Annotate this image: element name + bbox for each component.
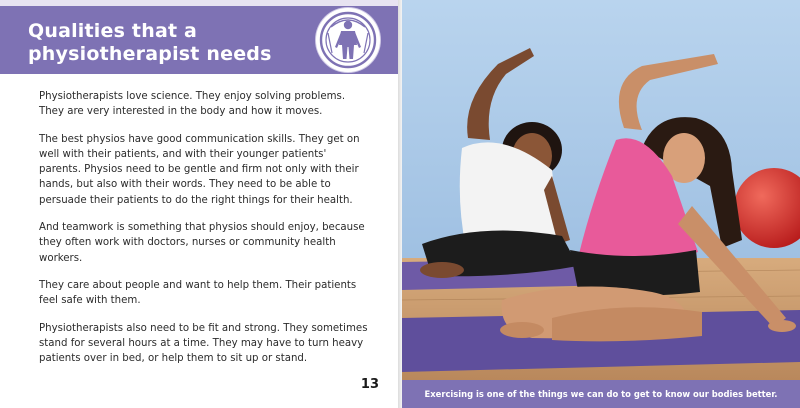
body-text [39,89,371,378]
paragraph-3: And teamwork is something that physios should enjoy, because they often work with doctors, nurses or community health workers. [39,222,365,264]
page-title [28,20,298,66]
paragraph-4: They care about people and want to help them. Their patients feel safe with them. [39,279,357,307]
page-title-line-1: Qualities that a [28,20,198,42]
exercise-photo [402,0,800,380]
right-page [402,0,800,408]
paragraph-2: The best physios have good communication skills. They get on well with their patients, and with their younger patients' parents. Physios need to be gentle and firm not only with their hands, but also with their words. They need to be able to persuade their patients to do the right things for their health. [39,133,360,206]
photo-caption: Exercising is one of the things we can do to get to know our bodies better. [424,389,778,399]
page-number: 13 [360,377,379,392]
caption-band [402,380,800,408]
page-title-line-2: physiotherapist needs [28,43,272,65]
human-body-icon [316,8,380,72]
paragraph-5: Physiotherapists also need to be fit and strong. They sometimes stand for several hours at a time. They may have to turn heavy patients over in bed, or help them to sit up or stand. [39,322,368,365]
paragraph-1: Physiotherapists love science. They enjoy solving problems. They are very interested in the body and how it moves. [39,91,346,118]
